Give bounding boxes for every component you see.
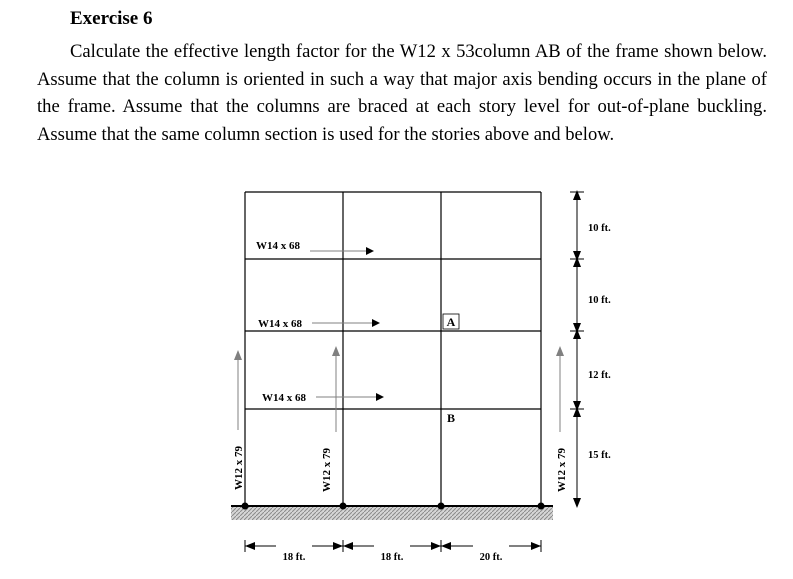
- beam-label-callout-2: [258, 318, 380, 330]
- joint-A-label: A: [446, 315, 456, 329]
- story-height-2: 10 ft.: [588, 295, 611, 306]
- beam-label-1: W14 x 68: [256, 240, 300, 252]
- column-label-1: W12 x 79: [233, 446, 245, 490]
- problem-statement: Calculate the effective length factor for the W12 x 53column AB of the frame shown below. Assume that the column is oriented in such a way that major axis bending occurs in the plane of the frame. Assume that the columns are braced at each story level for out-of-plane buckling. Assume that the same column section is used for the stories above and below.: [37, 41, 767, 145]
- bay-width-2: 18 ft.: [380, 552, 404, 563]
- support-node-3: [438, 503, 445, 510]
- beam-label-callout-1: [256, 240, 374, 255]
- support-node-4: [538, 503, 545, 510]
- column-label-callout-left: [233, 350, 245, 490]
- column-label-3: W12 x 79: [556, 448, 568, 492]
- joint-B-label: B: [446, 411, 456, 425]
- bay-width-3: 20 ft.: [479, 552, 503, 563]
- story-height-3: 12 ft.: [588, 370, 611, 381]
- exercise-title: Exercise 6: [70, 8, 153, 29]
- beam-label-3: W14 x 68: [262, 392, 306, 404]
- story-dimension-lines: [570, 192, 584, 506]
- support-node-1: [242, 503, 249, 510]
- story-height-1: 10 ft.: [588, 223, 611, 234]
- column-label-callout-middle: [321, 346, 340, 492]
- joint-B: [443, 410, 459, 426]
- bay-width-1: 18 ft.: [282, 552, 306, 563]
- beam-label-2: W14 x 68: [258, 318, 302, 330]
- joint-A: [443, 314, 459, 329]
- story-height-4: 15 ft.: [588, 450, 611, 461]
- column-label-callout-right: [556, 346, 568, 492]
- column-label-2: W12 x 79: [321, 448, 333, 492]
- support-node-2: [340, 503, 347, 510]
- beam-label-callout-3: [262, 392, 384, 404]
- ground-support: [231, 506, 553, 520]
